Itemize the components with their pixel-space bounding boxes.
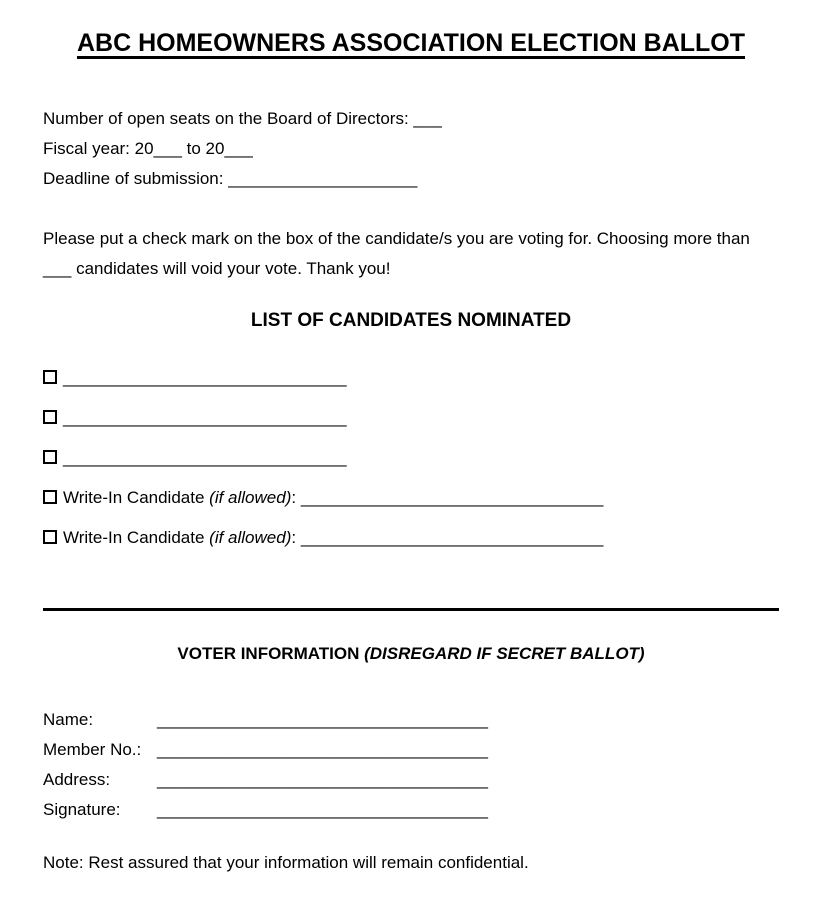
name-field-blank: ___________________________________ (157, 710, 488, 729)
write-in-label: Write-In Candidate (63, 488, 210, 507)
write-in-allowed-note: (if allowed) (209, 488, 292, 507)
candidates-heading: LIST OF CANDIDATES NOMINATED (250, 310, 572, 331)
write-in-label: Write-In Candidate (63, 528, 210, 547)
address-field-label: Address: (43, 770, 111, 789)
candidate-checkbox[interactable] (43, 370, 57, 384)
write-in-name-blank: ________________________________ (300, 488, 604, 507)
write-in-allowed-note: (if allowed) (209, 528, 292, 547)
candidate-list (43, 368, 779, 568)
candidate-row (43, 448, 779, 488)
address-field-blank: ___________________________________ (157, 770, 488, 789)
document-title: ABC HOMEOWNERS ASSOCIATION ELECTION BALLOT (76, 29, 746, 57)
voter-heading-secret-note: (DISREGARD IF SECRET BALLOT) (364, 644, 645, 663)
voter-heading-main: VOTER INFORMATION (177, 644, 365, 663)
candidate-row (43, 408, 779, 448)
signature-field-label: Signature: (43, 800, 121, 819)
write-in-checkbox[interactable] (43, 490, 57, 504)
write-in-checkbox[interactable] (43, 530, 57, 544)
candidate-name-blank: ______________________________ (63, 368, 347, 387)
write-in-colon: : (291, 528, 301, 547)
signature-field-blank: ___________________________________ (157, 800, 488, 819)
confidentiality-note: Note: Rest assured that your information will remain confidential. (43, 853, 529, 872)
candidate-name-blank: ______________________________ (63, 408, 347, 427)
instructions-line-2: ___ candidates will void your vote. Thank you! (43, 259, 391, 278)
instructions-line-1: Please put a check mark on the box of the candidate/s you are voting for. Choosing more than (43, 229, 750, 248)
candidate-name-blank: ______________________________ (63, 448, 347, 467)
name-field-label: Name: (43, 710, 94, 729)
field-row-address (43, 765, 779, 795)
field-row-signature (43, 795, 779, 825)
write-in-candidate-row (43, 528, 779, 568)
ballot-info (43, 104, 779, 194)
member-no-field-label: Member No.: (43, 740, 142, 759)
write-in-name-blank: ________________________________ (300, 528, 604, 547)
field-row-name (43, 705, 779, 735)
deadline-line: Deadline of submission: ____________________ (43, 169, 418, 188)
fiscal-year-line: Fiscal year: 20___ to 20___ (43, 139, 253, 158)
candidate-row (43, 368, 779, 408)
voting-instructions (43, 224, 779, 284)
member-no-field-blank: ___________________________________ (157, 740, 488, 759)
candidate-checkbox[interactable] (43, 450, 57, 464)
write-in-colon: : (291, 488, 301, 507)
field-row-member-no (43, 735, 779, 765)
voter-info-heading (43, 643, 779, 665)
open-seats-line: Number of open seats on the Board of Directors: ___ (43, 109, 442, 128)
voter-fields (43, 705, 779, 825)
section-divider (43, 608, 779, 611)
write-in-candidate-row (43, 488, 779, 528)
candidate-checkbox[interactable] (43, 410, 57, 424)
